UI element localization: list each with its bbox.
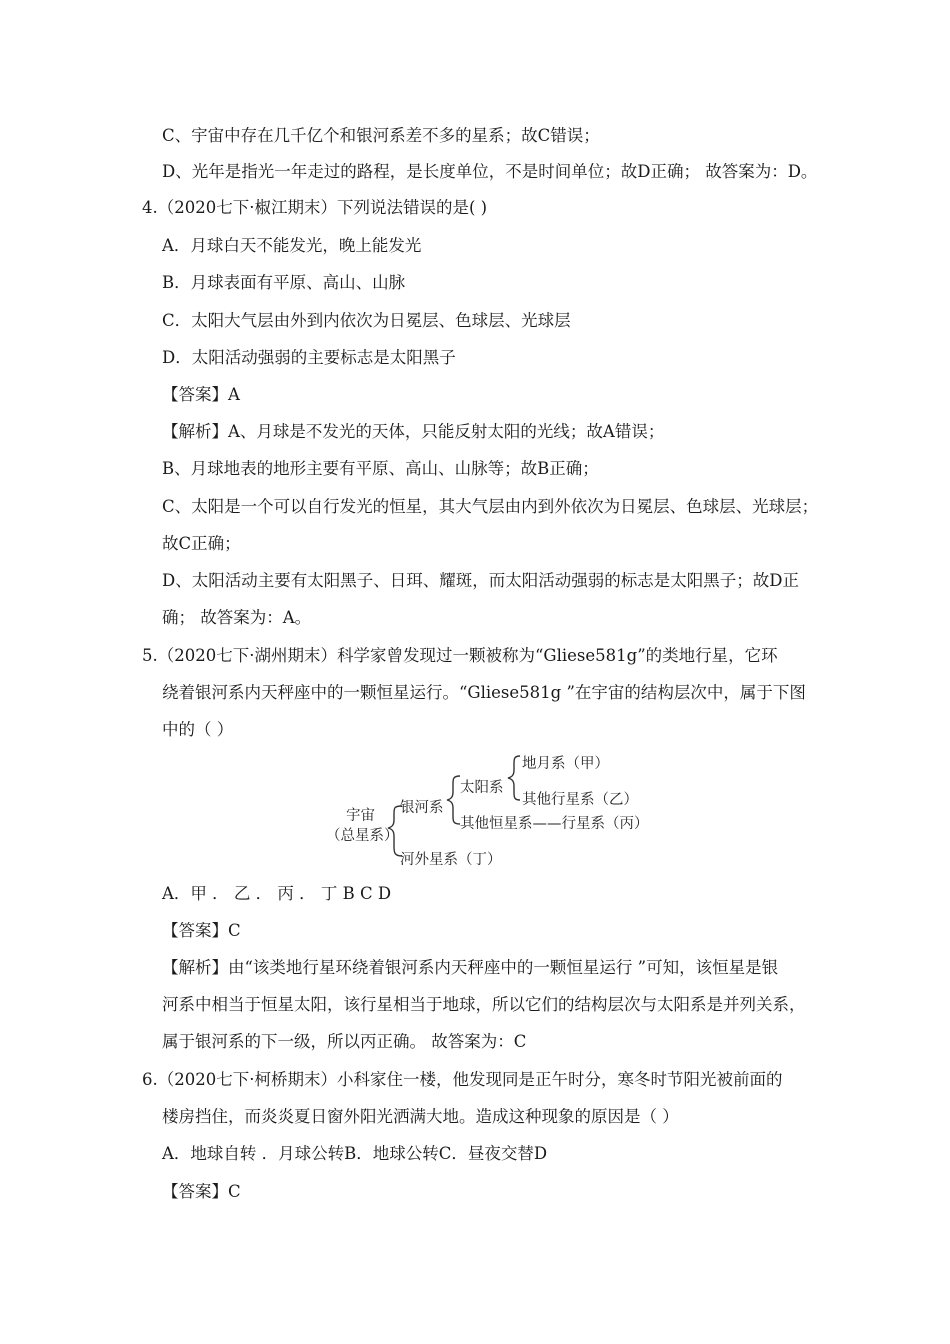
- text-line: C、宇宙中存在几千亿个和银河系差不多的星系；故C错误；: [162, 126, 600, 145]
- diagram-label-solar-system: 太阳系: [460, 780, 504, 796]
- diagram-label-earth-moon: 地月系（甲）: [522, 756, 609, 772]
- answer: 【答案】C: [162, 921, 241, 940]
- diagram-label-total-galaxy: （总星系）: [326, 828, 399, 844]
- question-5-options: A．甲 ． 乙 ． 丙 ． 丁 B C D: [162, 884, 392, 903]
- question-5-stem: 中的（ ）: [162, 720, 234, 739]
- question-6-stem: 6.（2020七下·柯桥期末）小科家住一楼，他发现同是正午时分，寒冬时节阳光被前面的: [142, 1070, 783, 1089]
- option-a: A．月球白天不能发光，晚上能发光: [162, 236, 422, 255]
- answer: 【答案】A: [162, 385, 240, 404]
- option-c: C．太阳大气层由外到内依次为日冕层、色球层、光球层: [162, 311, 571, 330]
- question-6-options: A．地球自转 ．月球公转B．地球公转C．昼夜交替D: [162, 1144, 548, 1163]
- explanation-line: 【解析】由“该类地行星环绕着银河系内天秤座中的一颗恒星运行 ”可知，该恒星是银: [162, 958, 779, 977]
- explanation-line: C、太阳是一个可以自行发光的恒星，其大气层由内到外依次为日冕层、色球层、光球层；: [162, 497, 819, 516]
- diagram-label-other-stars: 其他恒星系——行星系（丙）: [460, 816, 649, 832]
- question-6-stem: 楼房挡住，而炎炎夏日窗外阳光洒满大地。造成这种现象的原因是（ ）: [162, 1107, 679, 1126]
- explanation-line: D、太阳活动主要有太阳黑子、日珥、耀斑，而太阳活动强弱的标志是太阳黑子；故D正: [162, 571, 799, 590]
- answer: 【答案】C: [162, 1182, 241, 1201]
- universe-structure-diagram: [320, 748, 660, 878]
- diagram-label-other-planets: 其他行星系（乙）: [522, 792, 638, 808]
- question-4-stem: 4.（2020七下·椒江期末）下列说法错误的是( ): [142, 198, 488, 217]
- explanation-line: 确； 故答案为：A。: [162, 608, 312, 627]
- explanation-line: 属于银河系的下一级，所以丙正确。 故答案为：C: [162, 1032, 527, 1051]
- option-d: D．太阳活动强弱的主要标志是太阳黑子: [162, 348, 456, 367]
- explanation-line: 【解析】A、月球是不发光的天体，只能反射太阳的光线；故A错误；: [162, 422, 665, 441]
- diagram-label-milky-way: 银河系: [400, 800, 444, 816]
- explanation-line: 河系中相当于恒星太阳，该行星相当于地球，所以它们的结构层次与太阳系是并列关系，: [162, 995, 806, 1014]
- diagram-label-extragalactic: 河外星系（丁）: [400, 852, 502, 868]
- explanation-line: B、月球地表的地形主要有平原、高山、山脉等；故B正确；: [162, 459, 599, 478]
- explanation-line: 故C正确；: [162, 534, 241, 553]
- diagram-label-universe: 宇宙: [346, 808, 375, 824]
- text-line: D、光年是指光一年走过的路程，是长度单位，不是时间单位；故D正确； 故答案为：D。: [162, 162, 818, 181]
- question-5-stem: 5.（2020七下·湖州期末）科学家曾发现过一颗被称为“Gliese581g”的类地行星，它环: [142, 646, 778, 665]
- option-b: B．月球表面有平原、高山、山脉: [162, 273, 406, 292]
- question-5-stem: 绕着银河系内天秤座中的一颗恒星运行。“Gliese581g ”在宇宙的结构层次中，属于下图: [162, 683, 806, 702]
